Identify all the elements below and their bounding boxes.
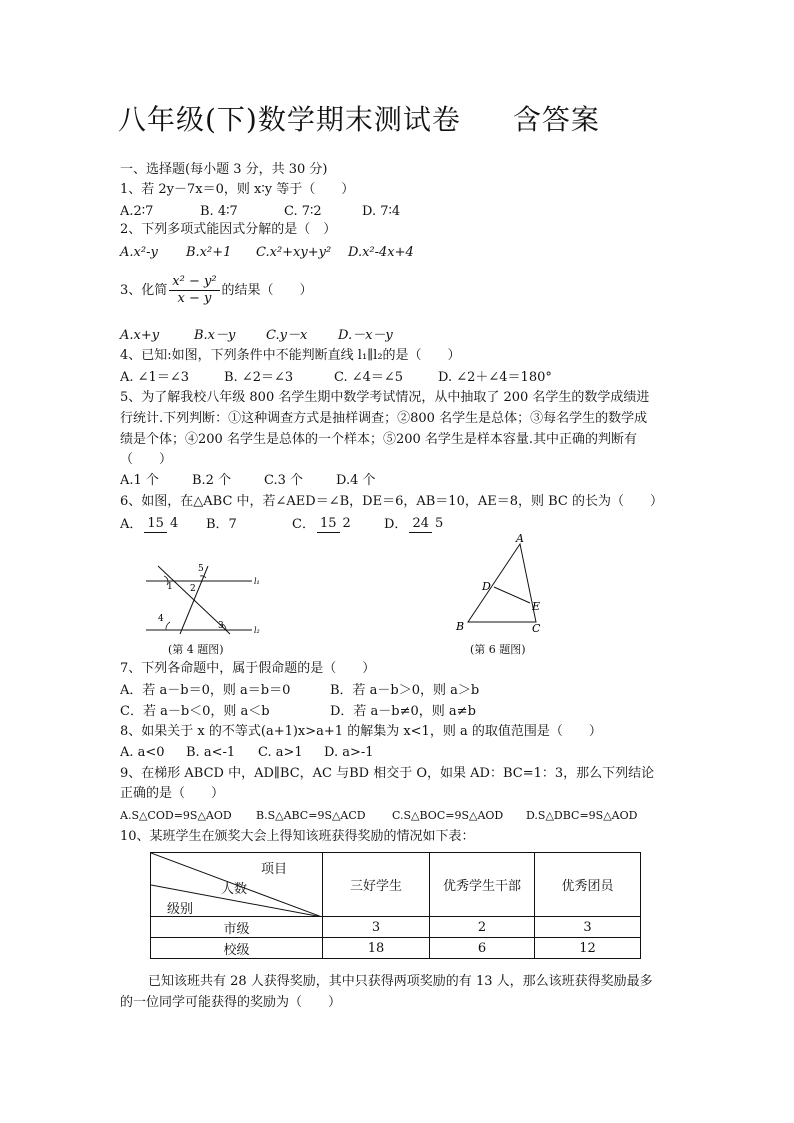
option-a: A.1 个 <box>120 473 159 488</box>
table-cell: 12 <box>535 938 641 959</box>
figure-4-caption: (第 4 题图) <box>168 643 224 656</box>
header-cell: 三好学生 <box>323 853 430 917</box>
question-5-line-4: （ ） <box>120 452 173 467</box>
option-c: C． 15 2 <box>292 516 351 532</box>
label-b: B <box>456 620 465 633</box>
question-4-options <box>120 370 552 386</box>
award-table <box>150 852 641 959</box>
option-d: D. 7∶4 <box>362 204 401 219</box>
triangle-abc <box>468 544 536 622</box>
question-6-options <box>120 516 448 533</box>
question-9-line-2: 正确的是（ ） <box>120 786 225 801</box>
label-a: A <box>516 532 524 545</box>
question-10: 10、某班学生在颁奖大会上得知该班获得奖励的情况如下表： <box>120 829 475 844</box>
option-d: D. a>-1 <box>324 745 374 760</box>
option-b: B．7 <box>206 516 237 532</box>
option-b: B. a<-1 <box>186 745 236 760</box>
label-l1: l₁ <box>254 577 260 586</box>
option-a: A.2∶7 <box>120 204 154 219</box>
fraction: $\frac{\text{x² − y²}}{x - y}$ <box>169 274 219 307</box>
option-d: D．若 a－b≠0，则 a≠b <box>330 704 476 719</box>
option-a: A.x²-y <box>120 245 158 260</box>
label-d: D <box>482 580 491 593</box>
option-b: B．若 a－b＞0，则 a＞b <box>330 683 480 698</box>
question-4: 4、已知:如图，下列条件中不能判断直线 l₁∥l₂的是（ ） <box>120 348 461 363</box>
question-8: 8、如果关于 x 的不等式(a+1)x>a+1 的解集为 x<1，则 a 的取值范围是（ ） <box>120 724 602 739</box>
option-c: C. 7∶2 <box>284 204 322 219</box>
option-b: B. 4∶7 <box>200 204 238 219</box>
option-d: D.4 个 <box>336 473 376 488</box>
option-a: A． 15 4 <box>120 516 179 532</box>
option-d: D. ∠2＋∠4＝180° <box>438 370 552 385</box>
option-d: D． 24 5 <box>384 516 444 532</box>
option-d: D.x²-4x+4 <box>348 245 414 260</box>
question-7-options-row-2 <box>120 704 476 720</box>
option-a: A．若 a－b＝0，则 a＝b＝0 <box>120 683 291 698</box>
option-a: A.S△COD=9S△AOD <box>120 809 232 822</box>
question-9-options <box>120 808 637 824</box>
question-7: 7、下列各命题中，属于假命题的是（ ） <box>120 661 376 676</box>
question-5-options <box>120 473 376 489</box>
label-l2: l₂ <box>254 626 260 635</box>
option-c: C.x²+xy+y² <box>256 245 332 260</box>
table-cell: 6 <box>430 938 535 959</box>
label-c: C <box>532 622 541 635</box>
table-cell: 2 <box>430 917 535 938</box>
option-b: B. ∠2＝∠3 <box>224 370 294 385</box>
figure-6-caption: (第 6 题图) <box>470 643 526 656</box>
question-9-line-1: 9、在梯形 ABCD 中，AD∥BC，AC 与BD 相交于 O，如果 AD：BC=1：3，那么下列结论 <box>120 766 655 781</box>
option-c: C.3 个 <box>264 473 304 488</box>
table-cell: 18 <box>323 938 430 959</box>
header-cell: 优秀团员 <box>535 853 641 917</box>
label-angle-4: 4 <box>158 614 164 624</box>
question-1-options <box>120 204 400 220</box>
question-3: 3、化简 $\frac{\text{x² − y²}}{x - y}$ 的结果（ ） <box>120 274 313 306</box>
corner-label-item: 项目 <box>261 861 288 877</box>
table-cell: 3 <box>535 917 641 938</box>
option-c: C. ∠4＝∠5 <box>334 370 404 385</box>
option-a: A.x+y <box>120 328 160 343</box>
option-b: B.x－y <box>194 328 236 343</box>
angle-4-arc <box>166 622 170 630</box>
table-cell: 3 <box>323 917 430 938</box>
question-8-options <box>120 745 374 761</box>
option-d: D.S△DBC=9S△AOD <box>526 809 638 822</box>
label-e: E <box>532 600 541 613</box>
option-a: A. a<0 <box>120 745 165 760</box>
option-b: B.2 个 <box>192 473 232 488</box>
question-3-options <box>120 328 393 344</box>
option-a: A. ∠1＝∠3 <box>120 370 189 385</box>
option-c: C. a>1 <box>258 745 303 760</box>
header-cell: 优秀学生干部 <box>430 853 535 917</box>
section-heading: 一、选择题(每小题 3 分，共 30 分) <box>120 162 328 177</box>
question-10-text-2: 的一位同学可能获得的奖励为（ ） <box>120 995 342 1010</box>
page-title: 八年级(下)数学期末测试卷 含答案 <box>118 103 600 136</box>
label-angle-3: 3 <box>218 621 224 631</box>
question-5-line-1: 5、为了解我校八年级 800 名学生期中数学考试情况，从中抽取了 200 名学生的数学成绩进 <box>120 390 650 405</box>
row-label: 市级 <box>151 917 323 938</box>
label-angle-2: 2 <box>190 584 196 594</box>
corner-label-count: 人数 <box>221 881 248 897</box>
question-5-line-2: 行统计.下列判断：①这种调查方式是抽样调查；②800 名学生是总体；③每名学生的数学成 <box>120 411 648 426</box>
figure-4 <box>140 560 280 638</box>
label-angle-1: 1 <box>167 582 173 592</box>
option-b: B.S△ABC=9S△ACD <box>256 809 366 822</box>
corner-label-level: 级别 <box>167 901 194 917</box>
option-c: C．若 a－b＜0，则 a＜b <box>120 704 270 719</box>
option-d: D.－x－y <box>338 328 393 343</box>
label-angle-5: 5 <box>198 564 204 574</box>
table-row <box>151 938 641 959</box>
question-6: 6、如图，在△ABC 中，若∠AED＝∠B，DE＝6，AB＝10，AE＝8，则 BC 的长为（ ） <box>120 494 663 509</box>
segment-de <box>494 587 530 603</box>
question-2-options <box>120 245 414 261</box>
option-c: C.S△BOC=9S△AOD <box>392 809 504 822</box>
corner-cell <box>151 853 323 917</box>
question-10-text-1: 已知该班共有 28 人获得奖励，其中只获得两项奖励的有 13 人，那么该班获得奖励最多 <box>148 974 653 989</box>
table-row <box>151 917 641 938</box>
question-1: 1、若 2y－7x＝0，则 x∶y 等于（ ） <box>120 182 355 197</box>
row-label: 校级 <box>151 938 323 959</box>
option-c: C.y－x <box>266 328 308 343</box>
figure-6 <box>450 530 560 638</box>
question-5-line-3: 绩是个体；④200 名学生是总体的一个样本；⑤200 名学生是样本容量.其中正确的判断有 <box>120 432 638 447</box>
option-b: B.x²+1 <box>186 245 232 260</box>
question-2: 2、下列多项式能因式分解的是（ ） <box>120 222 337 237</box>
question-7-options-row-1 <box>120 683 479 699</box>
